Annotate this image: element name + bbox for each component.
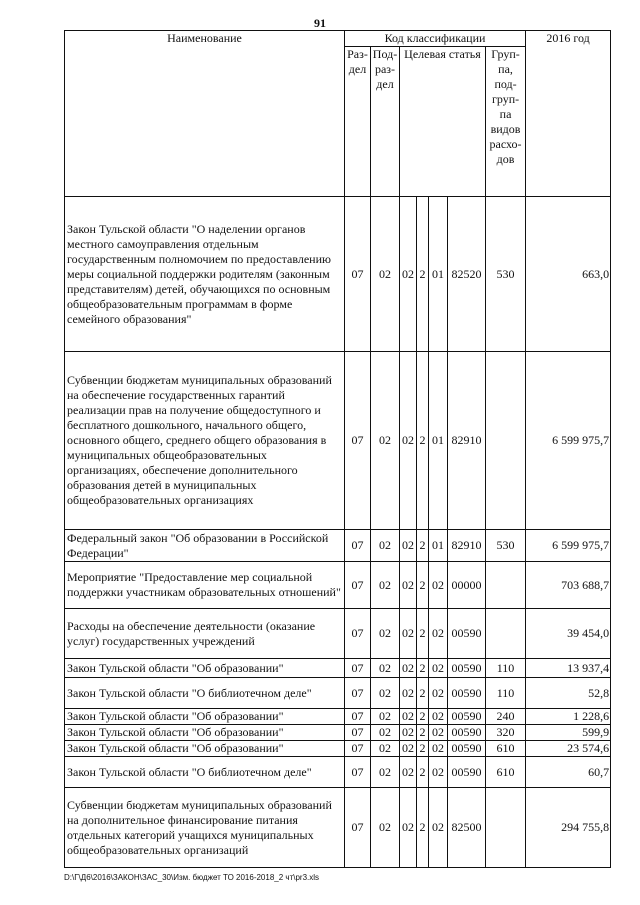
row-target-direction: 00590 xyxy=(448,757,486,788)
row-target-direction: 00590 xyxy=(448,725,486,741)
row-amount: 6 599 975,7 xyxy=(526,530,611,562)
row-target-program: 02 xyxy=(400,709,417,725)
row-target-main-activity: 02 xyxy=(429,741,448,757)
row-section: 07 xyxy=(345,788,371,868)
table-row xyxy=(65,352,611,530)
row-amount: 23 574,6 xyxy=(526,741,611,757)
row-subsection: 02 xyxy=(371,659,400,678)
row-target-program: 02 xyxy=(400,609,417,659)
row-subsection: 02 xyxy=(371,562,400,609)
row-target-main-activity: 02 xyxy=(429,788,448,868)
row-section: 07 xyxy=(345,725,371,741)
header-year: 2016 год xyxy=(526,31,611,197)
table-row xyxy=(65,659,611,678)
row-target-main-activity: 02 xyxy=(429,659,448,678)
row-target-main-activity: 01 xyxy=(429,530,448,562)
row-target-subprogram-type: 2 xyxy=(417,788,429,868)
row-subsection: 02 xyxy=(371,530,400,562)
row-target-program: 02 xyxy=(400,678,417,709)
row-amount: 599,9 xyxy=(526,725,611,741)
row-amount: 703 688,7 xyxy=(526,562,611,609)
header-subsection: Под- раз- дел xyxy=(371,47,400,197)
row-section: 07 xyxy=(345,609,371,659)
row-target-program: 02 xyxy=(400,741,417,757)
row-amount: 663,0 xyxy=(526,197,611,352)
row-target-subprogram-type: 2 xyxy=(417,609,429,659)
row-amount: 6 599 975,7 xyxy=(526,352,611,530)
row-name: Закон Тульской области "О библиотечном деле" xyxy=(65,678,345,709)
row-amount: 52,8 xyxy=(526,678,611,709)
row-target-program: 02 xyxy=(400,197,417,352)
header-section: Раз- дел xyxy=(345,47,371,197)
row-target-main-activity: 02 xyxy=(429,562,448,609)
row-name: Субвенции бюджетам муниципальных образований на дополнительное финансирование питания отдельных категорий учащихся муниципальных общеобразовательных организаций xyxy=(65,788,345,868)
row-target-direction: 82910 xyxy=(448,530,486,562)
row-name: Расходы на обеспечение деятельности (оказание услуг) государственных учреждений xyxy=(65,609,345,659)
row-target-subprogram-type: 2 xyxy=(417,725,429,741)
row-expense-group xyxy=(486,788,526,868)
row-expense-group: 610 xyxy=(486,741,526,757)
header-name: Наименование xyxy=(65,31,345,197)
row-subsection: 02 xyxy=(371,709,400,725)
row-expense-group: 530 xyxy=(486,530,526,562)
row-section: 07 xyxy=(345,678,371,709)
row-target-main-activity: 02 xyxy=(429,725,448,741)
row-subsection: 02 xyxy=(371,678,400,709)
row-target-subprogram-type: 2 xyxy=(417,530,429,562)
row-subsection: 02 xyxy=(371,788,400,868)
row-amount: 294 755,8 xyxy=(526,788,611,868)
row-target-main-activity: 02 xyxy=(429,678,448,709)
table-row xyxy=(65,530,611,562)
row-target-subprogram-type: 2 xyxy=(417,352,429,530)
row-subsection: 02 xyxy=(371,741,400,757)
row-name: Закон Тульской области "Об образовании" xyxy=(65,725,345,741)
header-row-1 xyxy=(65,31,611,47)
row-target-program: 02 xyxy=(400,562,417,609)
row-subsection: 02 xyxy=(371,725,400,741)
row-section: 07 xyxy=(345,352,371,530)
row-target-subprogram-type: 2 xyxy=(417,709,429,725)
row-section: 07 xyxy=(345,530,371,562)
header-target-article: Целевая статья xyxy=(400,47,486,197)
table-row xyxy=(65,562,611,609)
row-expense-group: 240 xyxy=(486,709,526,725)
row-target-direction: 00000 xyxy=(448,562,486,609)
table-row xyxy=(65,741,611,757)
row-section: 07 xyxy=(345,659,371,678)
row-expense-group: 110 xyxy=(486,659,526,678)
row-section: 07 xyxy=(345,741,371,757)
row-section: 07 xyxy=(345,562,371,609)
row-amount: 60,7 xyxy=(526,757,611,788)
row-target-program: 02 xyxy=(400,725,417,741)
row-target-program: 02 xyxy=(400,530,417,562)
table-row xyxy=(65,678,611,709)
row-target-main-activity: 02 xyxy=(429,609,448,659)
row-name: Закон Тульской области "Об образовании" xyxy=(65,659,345,678)
row-target-subprogram-type: 2 xyxy=(417,678,429,709)
row-target-direction: 00590 xyxy=(448,678,486,709)
page-number: 91 xyxy=(314,16,326,30)
row-expense-group: 320 xyxy=(486,725,526,741)
row-name: Мероприятие "Предоставление мер социальной поддержки участникам образовательных отношений" xyxy=(65,562,345,609)
row-section: 07 xyxy=(345,197,371,352)
row-target-main-activity: 02 xyxy=(429,709,448,725)
row-amount: 13 937,4 xyxy=(526,659,611,678)
row-target-direction: 00590 xyxy=(448,609,486,659)
row-name: Закон Тульской области "Об образовании" xyxy=(65,741,345,757)
table-row xyxy=(65,757,611,788)
row-target-subprogram-type: 2 xyxy=(417,757,429,788)
table-row xyxy=(65,197,611,352)
row-target-direction: 00590 xyxy=(448,741,486,757)
row-target-program: 02 xyxy=(400,757,417,788)
row-target-direction: 00590 xyxy=(448,659,486,678)
row-name: Субвенции бюджетам муниципальных образований на обеспечение государственных гарантий реализации прав на получение общедоступного и бесплатного дошкольного, начального общего, основного общего, среднего общего образования в муниципальных общеобразовательных организациях, обеспечение дополнительного образования детей в муниципальных общеобразовательных организациях xyxy=(65,352,345,530)
row-target-direction: 00590 xyxy=(448,709,486,725)
row-name: Закон Тульской области "Об образовании" xyxy=(65,709,345,725)
row-subsection: 02 xyxy=(371,757,400,788)
file-path-footer: D:\Г\Д6\2016\ЗАКОН\ЗАС_30\Изм. бюджет ТО 2016-2018_2 чт\pr3.xls xyxy=(64,873,320,882)
row-target-direction: 82910 xyxy=(448,352,486,530)
row-target-main-activity: 01 xyxy=(429,352,448,530)
row-target-subprogram-type: 2 xyxy=(417,197,429,352)
table-row xyxy=(65,709,611,725)
row-subsection: 02 xyxy=(371,197,400,352)
table-row xyxy=(65,788,611,868)
budget-table xyxy=(64,30,611,868)
row-subsection: 02 xyxy=(371,609,400,659)
row-amount: 1 228,6 xyxy=(526,709,611,725)
row-target-main-activity: 01 xyxy=(429,197,448,352)
row-expense-group xyxy=(486,352,526,530)
row-subsection: 02 xyxy=(371,352,400,530)
row-name: Федеральный закон "Об образовании в Российской Федерации" xyxy=(65,530,345,562)
row-name: Закон Тульской области "О наделении органов местного самоуправления отдельным государственным полномочием по предоставлению меры социальной поддержки родителям (законным представителям) детей, обучающихся по основным общеобразовательным программам в форме семейного образования" xyxy=(65,197,345,352)
row-target-main-activity: 02 xyxy=(429,757,448,788)
row-section: 07 xyxy=(345,709,371,725)
row-expense-group xyxy=(486,609,526,659)
table-row xyxy=(65,609,611,659)
row-expense-group: 110 xyxy=(486,678,526,709)
row-expense-group: 530 xyxy=(486,197,526,352)
row-target-direction: 82500 xyxy=(448,788,486,868)
row-expense-group xyxy=(486,562,526,609)
table-row xyxy=(65,725,611,741)
row-expense-group: 610 xyxy=(486,757,526,788)
row-target-program: 02 xyxy=(400,659,417,678)
row-target-subprogram-type: 2 xyxy=(417,562,429,609)
row-target-subprogram-type: 2 xyxy=(417,659,429,678)
row-name: Закон Тульской области "О библиотечном деле" xyxy=(65,757,345,788)
row-target-program: 02 xyxy=(400,788,417,868)
row-section: 07 xyxy=(345,757,371,788)
header-expense-group: Груп- па, под- груп- па видов расхо- дов xyxy=(486,47,526,197)
header-classification: Код классификации xyxy=(345,31,526,47)
row-amount: 39 454,0 xyxy=(526,609,611,659)
row-target-subprogram-type: 2 xyxy=(417,741,429,757)
row-target-program: 02 xyxy=(400,352,417,530)
row-target-direction: 82520 xyxy=(448,197,486,352)
